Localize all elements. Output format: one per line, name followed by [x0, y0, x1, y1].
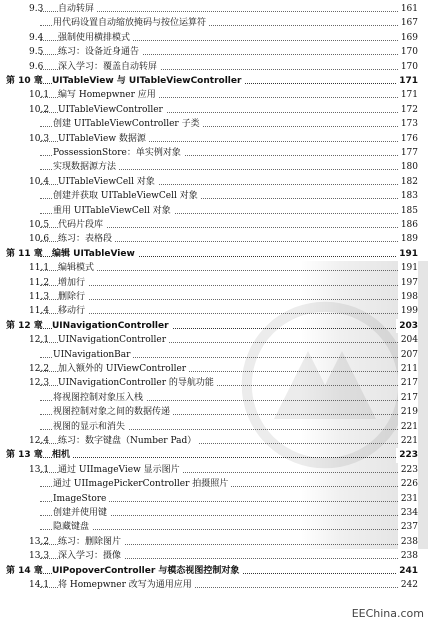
toc-entry-row: [0, 189, 428, 203]
toc-entry-row: [0, 535, 428, 549]
toc-entry-row: [0, 132, 428, 146]
section-title: 视图的显示和消失: [53, 420, 128, 434]
page-number: 219: [398, 405, 418, 419]
page-number: 238: [398, 549, 418, 563]
dot-leader: [40, 313, 406, 314]
section-number: 11.4: [29, 306, 50, 317]
page-number: 242: [398, 578, 418, 592]
section-title: 代码片段库: [58, 218, 106, 232]
toc-entry-row: [0, 60, 428, 74]
toc-entry-row: [0, 31, 428, 45]
section-number: 9.6: [29, 61, 44, 72]
section-number: 14.1: [29, 580, 50, 590]
section-title: 删除行: [58, 290, 88, 304]
dot-leader: [40, 285, 406, 286]
section-title: 练习：设备近身通告: [58, 45, 142, 59]
toc-entry-row: [0, 434, 428, 448]
page-number: 167: [398, 16, 418, 30]
section-number: 10.3: [29, 133, 50, 144]
page-number: 223: [396, 448, 418, 462]
page-number: 170: [398, 60, 418, 74]
section-title: 创建并获取 UITableViewCell 对象: [53, 189, 201, 203]
section-title: 编写 Homepwner 应用: [58, 88, 159, 102]
page-number: 204: [398, 333, 418, 347]
dot-leader: [40, 299, 406, 300]
dot-leader: [40, 529, 406, 530]
section-number: 13.2: [29, 536, 50, 547]
page-number: 177: [398, 146, 418, 160]
section-title: 视图控制对象之间的数据传递: [53, 405, 173, 419]
toc-entry-row: [0, 506, 428, 520]
section-number: 10.6: [29, 234, 50, 245]
toc-entry-row: [0, 232, 428, 246]
toc-entry-row: [0, 492, 428, 506]
toc-entry-row: [0, 88, 428, 102]
page-number: 169: [398, 31, 418, 45]
toc-entry-row: [0, 2, 428, 16]
page-number: 173: [398, 117, 418, 131]
toc-entry-row: [0, 146, 428, 160]
page-number: 171: [396, 74, 418, 88]
page-number: 217: [398, 376, 418, 390]
section-title: ImageStore: [53, 492, 109, 506]
page-number: 238: [398, 535, 418, 549]
page-number: 170: [398, 45, 418, 59]
page-number: 217: [398, 391, 418, 405]
toc-entry-row: [0, 376, 428, 390]
toc-entry-row: [0, 290, 428, 304]
section-number: 11.3: [29, 292, 50, 302]
page-number: 176: [398, 132, 418, 146]
toc-entry-row: [0, 348, 428, 362]
toc-entry-row: [0, 520, 428, 534]
toc-chapter-row: [0, 448, 428, 462]
chapter-title: UINavigationController: [52, 319, 172, 333]
chapter-number: 第 14 章: [6, 565, 43, 576]
toc-chapter-row: [0, 247, 428, 261]
chapter-title: UIPopoverController 与模态视图控制对象: [52, 564, 242, 578]
section-number: 10.5: [29, 220, 50, 230]
chapter-number: 第 11 章: [6, 248, 43, 259]
section-title: 通过 UIImageView 显示图片: [58, 463, 183, 477]
section-number: 11.1: [29, 263, 50, 274]
page-number: 231: [398, 492, 418, 506]
chapter-number: 第 13 章: [6, 450, 43, 461]
chapter-title: 相机: [52, 448, 73, 462]
section-title: 练习：表格段: [58, 232, 115, 246]
section-number: 13.1: [29, 464, 50, 475]
toc-entry-row: [0, 175, 428, 189]
section-title: 创建并使用键: [53, 506, 110, 520]
page-number: 211: [398, 362, 418, 376]
page-number: 185: [398, 204, 418, 218]
section-title: 重用 UITableViewCell 对象: [53, 204, 174, 218]
toc-entry-row: [0, 16, 428, 30]
page-number: 226: [398, 477, 418, 491]
section-number: 12.3: [29, 378, 50, 389]
section-number: 9.3: [29, 4, 44, 14]
section-title: 增加行: [58, 276, 88, 290]
toc-entry-row: [0, 218, 428, 232]
section-title: 将 Homepwner 改写为通用应用: [58, 578, 195, 592]
toc-entry-row: [0, 304, 428, 318]
toc-entry-row: [0, 463, 428, 477]
section-title: 深入学习：覆盖自动转屏: [58, 60, 160, 74]
section-title: 自动转屏: [58, 2, 97, 16]
section-title: PossessionStore：单实例对象: [53, 146, 184, 160]
toc-entry-row: [0, 276, 428, 290]
page-number: 207: [398, 348, 418, 362]
section-title: 隐藏键盘: [53, 520, 92, 534]
page-number: 221: [398, 434, 418, 448]
page-number: 199: [398, 304, 418, 318]
toc-chapter-row: [0, 564, 428, 578]
section-title: 编辑模式: [58, 261, 97, 275]
section-title: 深入学习：摄像: [58, 549, 124, 563]
toc-entry-row: [0, 405, 428, 419]
section-title: UINavigationBar: [53, 348, 133, 362]
section-title: 移动行: [58, 304, 88, 318]
section-title: UITableView 数据源: [58, 132, 149, 146]
toc-chapter-row: [0, 319, 428, 333]
page-number: 234: [398, 506, 418, 520]
page-number: 161: [398, 2, 418, 16]
section-number: 13.3: [29, 551, 50, 562]
section-title: 练习：删除图片: [58, 535, 124, 549]
page-number: 171: [398, 88, 418, 102]
toc-entry-row: [0, 333, 428, 347]
section-number: 12.4: [29, 436, 50, 446]
section-title: 用代码设置自动缩放掩码与按位运算符: [53, 16, 209, 30]
section-number: 9.5: [29, 47, 44, 58]
watermark-text: EEChina.com: [351, 607, 424, 620]
toc-entry-row: [0, 160, 428, 174]
chapter-title: UITableView 与 UITableViewController: [52, 74, 244, 88]
toc-chapter-row: [0, 74, 428, 88]
page-number: 223: [398, 463, 418, 477]
toc-entry-row: [0, 261, 428, 275]
chapter-number: 第 12 章: [6, 320, 43, 331]
section-title: 实现数据源方法: [53, 160, 119, 174]
page-number: 221: [398, 420, 418, 434]
toc-entry-row: [0, 117, 428, 131]
section-title: UINavigationController: [58, 333, 169, 347]
page-number: 198: [398, 290, 418, 304]
toc-entry-row: [0, 549, 428, 563]
section-title: 练习：数字键盘（Number Pad）: [58, 434, 199, 448]
section-title: 加入额外的 UIViewController: [58, 362, 189, 376]
section-number: 10.1: [29, 90, 50, 101]
dot-leader: [40, 457, 406, 458]
section-number: 11.2: [29, 277, 50, 288]
page-number: 189: [398, 232, 418, 246]
page-number: 172: [398, 103, 418, 117]
section-title: 通过 UIImagePickerController 拍摄照片: [53, 477, 231, 491]
section-number: 10.4: [29, 176, 50, 187]
section-title: 强制使用横排模式: [58, 31, 133, 45]
chapter-title: 编辑 UITableView: [52, 247, 138, 261]
page-number: 241: [396, 564, 418, 578]
page-number: 191: [396, 247, 418, 261]
toc-entry-row: [0, 391, 428, 405]
toc-entry-row: [0, 204, 428, 218]
page-number: 237: [398, 520, 418, 534]
page-number: 197: [398, 276, 418, 290]
toc-entry-row: [0, 45, 428, 59]
toc-entry-row: [0, 362, 428, 376]
page-number: 186: [398, 218, 418, 232]
chapter-number: 第 10 章: [6, 76, 43, 86]
section-title: UITableViewController: [58, 103, 166, 117]
toc-entry-row: [0, 578, 428, 592]
page-number: 180: [398, 160, 418, 174]
page-number: 203: [396, 319, 418, 333]
page-number: 182: [398, 175, 418, 189]
section-title: UINavigationController 的导航功能: [58, 376, 217, 390]
section-number: 10.2: [29, 104, 50, 115]
page-number: 183: [398, 189, 418, 203]
toc-entry-row: [0, 103, 428, 117]
section-title: UITableViewCell 对象: [58, 175, 158, 189]
section-number: 12.1: [29, 335, 50, 346]
section-title: 创建 UITableViewController 子类: [53, 117, 203, 131]
section-number: 9.4: [29, 32, 44, 43]
toc-entry-row: [0, 477, 428, 491]
section-number: 12.2: [29, 364, 50, 374]
section-title: 将视图控制对象压入栈: [53, 391, 146, 405]
toc-entry-row: [0, 420, 428, 434]
page-number: 191: [398, 261, 418, 275]
